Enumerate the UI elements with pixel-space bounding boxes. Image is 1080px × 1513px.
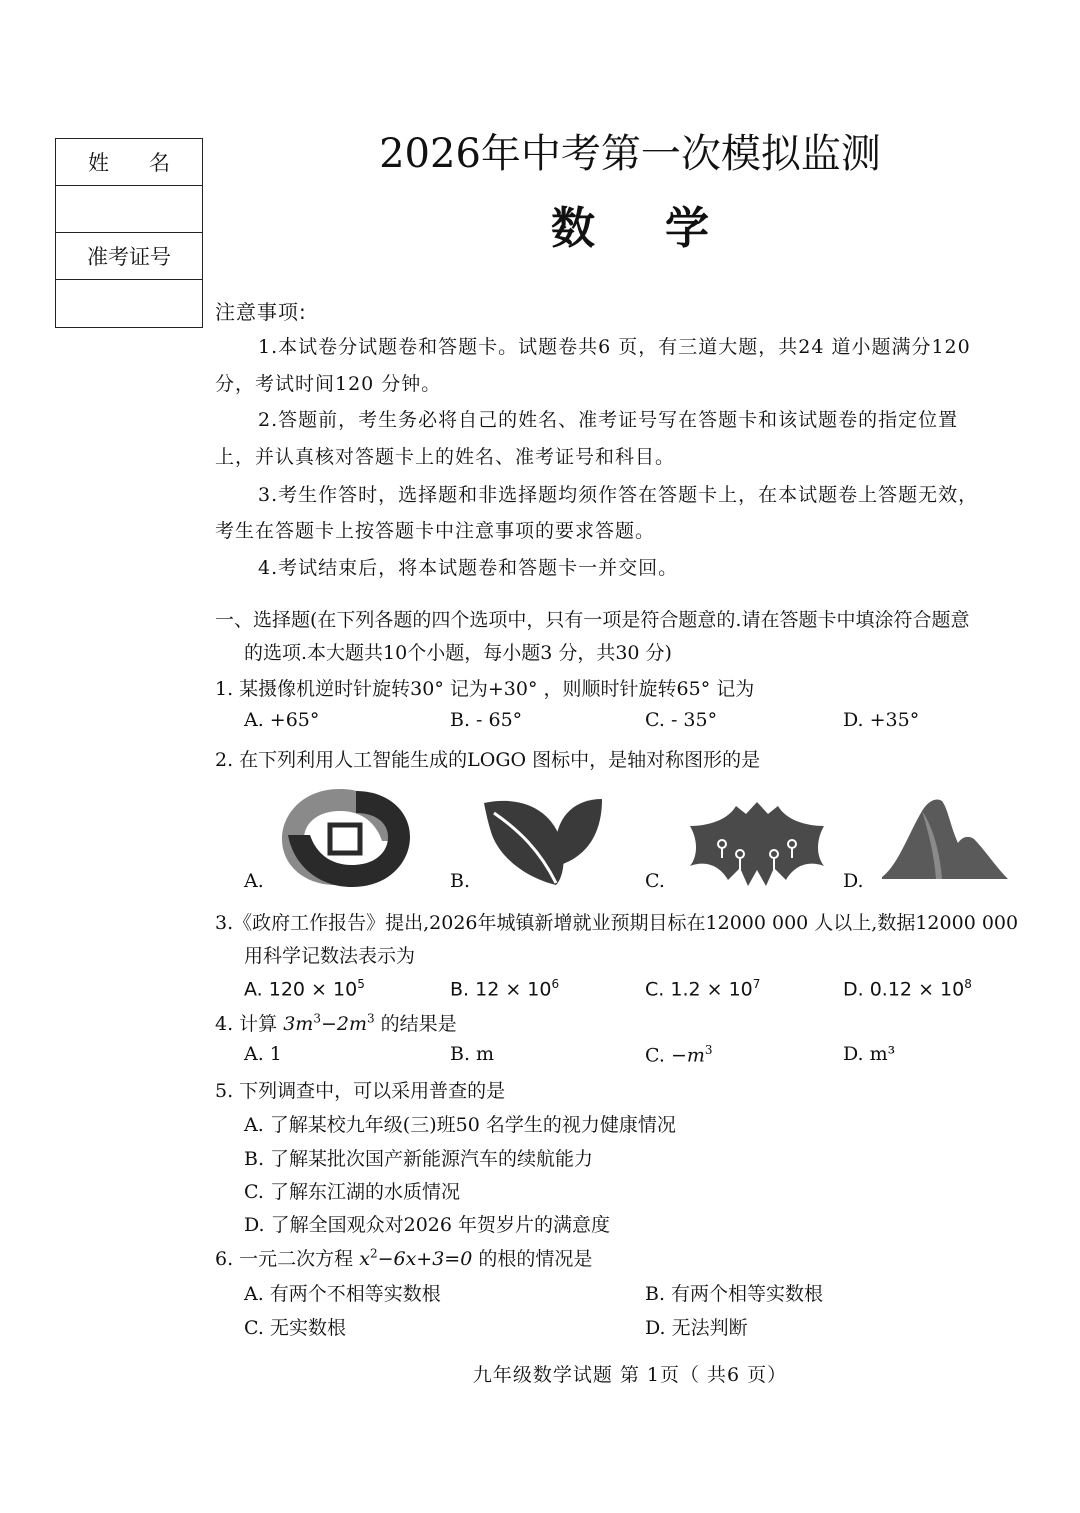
question-2-option-a: A. (244, 870, 264, 892)
name-label-cell: 姓名 (56, 139, 202, 186)
page-footer: 九年级数学试题 第 1页（ 共6 页） (472, 1364, 788, 1386)
question-6-option-d: D. 无法判断 (645, 1317, 748, 1339)
question-3-option-a: A. $120 \times 10^5$ (244, 977, 365, 1001)
question-1-option-c: C. - 35° (645, 709, 718, 731)
logo-d-mountain-icon (878, 795, 1010, 881)
question-4-stem: 4. 计算 $3m^3-2m^3$ 的结果是 (215, 1011, 457, 1035)
question-3-option-b: B. $12 \times 10^6$ (450, 977, 560, 1001)
question-3-stem-line-2: 用科学记数法表示为 (244, 945, 416, 967)
question-5-option-a: A. 了解某校九年级(三)班50 名学生的视力健康情况 (244, 1114, 676, 1136)
notice-heading: 注意事项: (215, 300, 307, 324)
exam-id-label-cell: 准考证号 (56, 233, 202, 280)
question-6-option-b: B. 有两个相等实数根 (645, 1283, 824, 1305)
notice-item-2-line-1: 2.答题前，考生务必将自己的姓名、准考证号写在答题卡和该试题卷的指定位置 (258, 409, 959, 431)
logo-a-ring-icon (278, 785, 414, 891)
question-3-stem-line-1: 3.《政府工作报告》提出,2026年城镇新增就业预期目标在12000 000 人以上,数据12000 000 (215, 912, 1019, 934)
notice-item-3-line-2: 考生在答题卡上按答题卡中注意事项的要求答题。 (215, 520, 656, 542)
question-4-option-c: C. $-m^3$ (645, 1043, 713, 1067)
question-2-option-c: C. (645, 870, 665, 892)
section-1-heading-line-2: 的选项.本大题共10个小题，每小题3 分，共30 分) (244, 642, 672, 664)
logo-b-leaf-icon (480, 795, 606, 887)
logo-c-bat-icon (688, 800, 826, 888)
question-5-stem: 5. 下列调查中，可以采用普查的是 (215, 1080, 506, 1102)
question-4-option-b: B. m (450, 1043, 495, 1065)
section-1-heading-line-1: 一、选择题(在下列各题的四个选项中，只有一项是符合题意的.请在答题卡中填涂符合题意 (215, 609, 970, 631)
exam-id-field[interactable] (56, 280, 202, 327)
notice-item-1-line-2: 分，考试时间120 分钟。 (215, 373, 442, 395)
question-6-stem: 6. 一元二次方程 $x^2-6x+3=0$ 的根的情况是 (215, 1246, 593, 1270)
question-5-option-c: C. 了解东江湖的水质情况 (244, 1181, 460, 1203)
question-2-option-d: D. (843, 870, 864, 892)
question-4-option-a: A. 1 (244, 1043, 282, 1065)
notice-item-3-line-1: 3.考生作答时，选择题和非选择题均须作答在答题卡上，在本试题卷上答题无效， (258, 484, 979, 506)
question-2-option-b: B. (450, 870, 471, 892)
page-title: 2026年中考第一次模拟监测 (379, 131, 881, 177)
question-3-option-c: C. $1.2 \times 10^7$ (645, 977, 761, 1001)
notice-item-1-line-1: 1.本试卷分试题卷和答题卡。试题卷共6 页，有三道大题，共24 道小题满分120 (258, 336, 971, 358)
subject-title: 数学 (551, 203, 779, 254)
question-3-option-d: D. $0.12 \times 10^8$ (843, 977, 972, 1001)
question-1-option-d: D. +35° (843, 709, 920, 731)
question-1-option-b: B. - 65° (450, 709, 523, 731)
question-5-option-d: D. 了解全国观众对2026 年贺岁片的满意度 (244, 1214, 611, 1236)
question-1-stem: 1. 某摄像机逆时针旋转30° 记为+30° ，则顺时针旋转65° 记为 (215, 678, 755, 700)
notice-item-4: 4.考试结束后，将本试题卷和答题卡一并交回。 (258, 557, 679, 579)
question-6-option-c: C. 无实数根 (244, 1317, 346, 1339)
question-2-stem: 2. 在下列利用人工智能生成的LOGO 图标中，是轴对称图形的是 (215, 749, 761, 771)
notice-item-2-line-2: 上，并认真核对答题卡上的姓名、准考证号和科目。 (215, 446, 676, 468)
question-4-option-d: D. m³ (843, 1043, 896, 1065)
question-5-option-b: B. 了解某批次国产新能源汽车的续航能力 (244, 1148, 594, 1170)
question-6-option-a: A. 有两个不相等实数根 (244, 1283, 441, 1305)
question-1-option-a: A. +65° (244, 709, 320, 731)
